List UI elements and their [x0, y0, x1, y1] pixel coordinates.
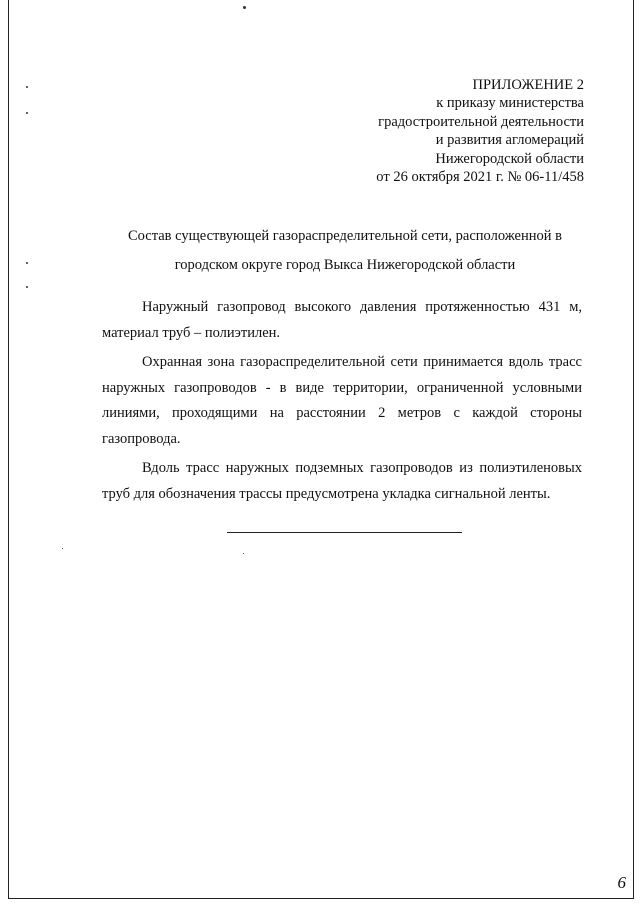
title-line-2: городском округе город Выкса Нижегородской области: [174, 257, 516, 273]
scan-speck: [243, 6, 246, 9]
paragraph-pipeline: Наружный газопровод высокого давления протяженностью 431 м, материал труб – полиэтилен.: [102, 299, 582, 341]
appendix-title: ПРИЛОЖЕНИЕ 2: [472, 77, 584, 93]
paragraph-protection-zone: Охранная зона газораспределительной сети принимается вдоль трасс наружных газопроводов - в виде территории, ограниченной условными линиями, проходящими на расстоянии 2 метров с каждой стороны газопровода.: [102, 354, 582, 447]
scan-speck: [26, 86, 28, 88]
scan-speck: [26, 286, 28, 288]
appendix-line: градостроительной деятельности: [378, 113, 584, 130]
scan-speck: [62, 548, 63, 549]
scan-speck: [26, 262, 28, 264]
appendix-line: и развития агломераций: [435, 132, 584, 149]
scan-speck: [26, 112, 28, 114]
appendix-line: Нижегородской области: [435, 150, 584, 167]
title-line-1: Состав существующей газораспределительной сети, расположенной в: [128, 228, 562, 244]
appendix-line: к приказу министерства: [436, 95, 584, 112]
appendix-date-number: от 26 октября 2021 г. № 06-11/458: [376, 169, 584, 186]
document-body: [102, 295, 582, 511]
scan-speck: [243, 553, 244, 554]
separator-line: [227, 532, 462, 533]
page-number: 6: [617, 873, 626, 892]
paragraph-signal-tape: Вдоль трасс наружных подземных газопроводов из полиэтиленовых труб для обозначения трассы предусмотрена укладка сигнальной ленты.: [102, 460, 582, 502]
document-title: [100, 222, 590, 280]
appendix-header: [376, 76, 584, 186]
